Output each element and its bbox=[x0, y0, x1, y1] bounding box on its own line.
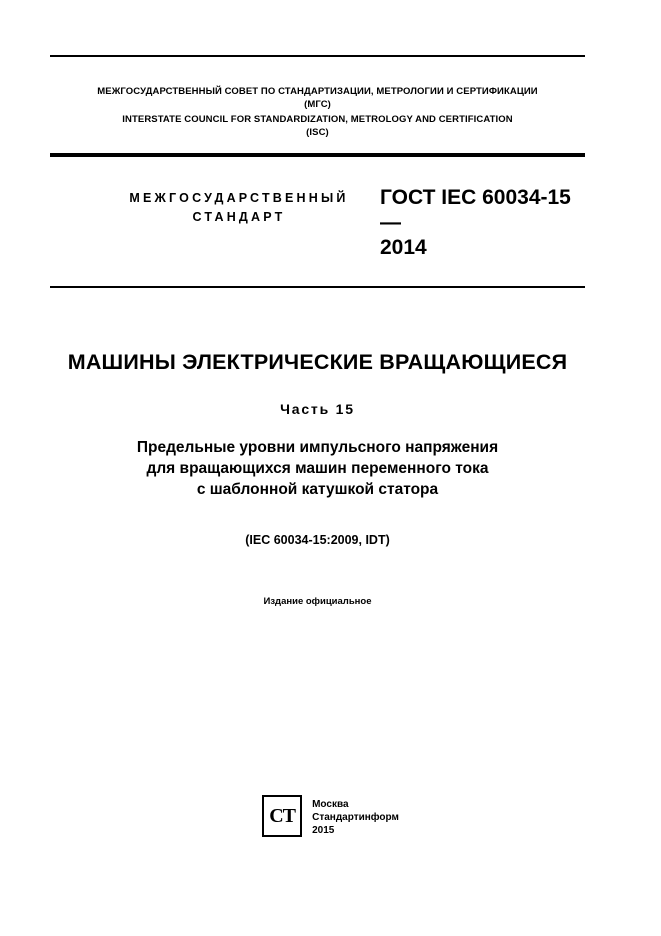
document-title: МАШИНЫ ЭЛЕКТРИЧЕСКИЕ ВРАЩАЮЩИЕСЯ bbox=[67, 350, 568, 374]
publisher-city: Москва bbox=[312, 799, 349, 810]
equivalence-note: (IEC 60034-15:2009, IDT) bbox=[245, 533, 390, 547]
standard-label-line2: СТАНДАРТ bbox=[192, 210, 286, 224]
page-content bbox=[50, 55, 585, 607]
council-en-abbr: (ISC) bbox=[306, 127, 329, 138]
publisher-year: 2015 bbox=[312, 825, 335, 836]
council-ru-line: МЕЖГОСУДАРСТВЕННЫЙ СОВЕТ ПО СТАНДАРТИЗАЦИИ, МЕТРОЛОГИИ И СЕРТИФИКАЦИИ bbox=[97, 86, 538, 97]
standard-label bbox=[50, 185, 380, 227]
edition-note: Издание официальное bbox=[263, 596, 372, 607]
standard-number-text: ГОСТ IEC 60034-15— bbox=[380, 186, 571, 234]
document-subtitle-line2: для вращающихся машин переменного тока bbox=[146, 460, 489, 477]
document-subtitle bbox=[50, 437, 585, 500]
council-header bbox=[50, 57, 585, 149]
standartinform-logo-icon bbox=[262, 795, 302, 837]
publisher-text bbox=[312, 795, 399, 837]
publisher-block bbox=[0, 795, 661, 837]
designation-rule bbox=[50, 286, 585, 288]
standard-number bbox=[380, 185, 585, 260]
standartinform-logo-glyph: СТ bbox=[269, 805, 295, 827]
standard-designation-row bbox=[50, 157, 585, 286]
document-subtitle-line3: с шаблонной катушкой статора bbox=[196, 481, 439, 498]
document-part: Часть 15 bbox=[280, 401, 355, 417]
document-subtitle-line1: Предельные уровни импульсного напряжения bbox=[136, 439, 499, 456]
standard-label-line1: МЕЖГОСУДАРСТВЕННЫЙ bbox=[129, 191, 349, 205]
council-ru-abbr: (МГС) bbox=[304, 99, 331, 110]
publisher-name: Стандартинформ bbox=[312, 812, 399, 823]
standard-year-text: 2014 bbox=[380, 236, 427, 259]
council-en-line: INTERSTATE COUNCIL FOR STANDARDIZATION, METROLOGY AND CERTIFICATION bbox=[122, 114, 513, 125]
